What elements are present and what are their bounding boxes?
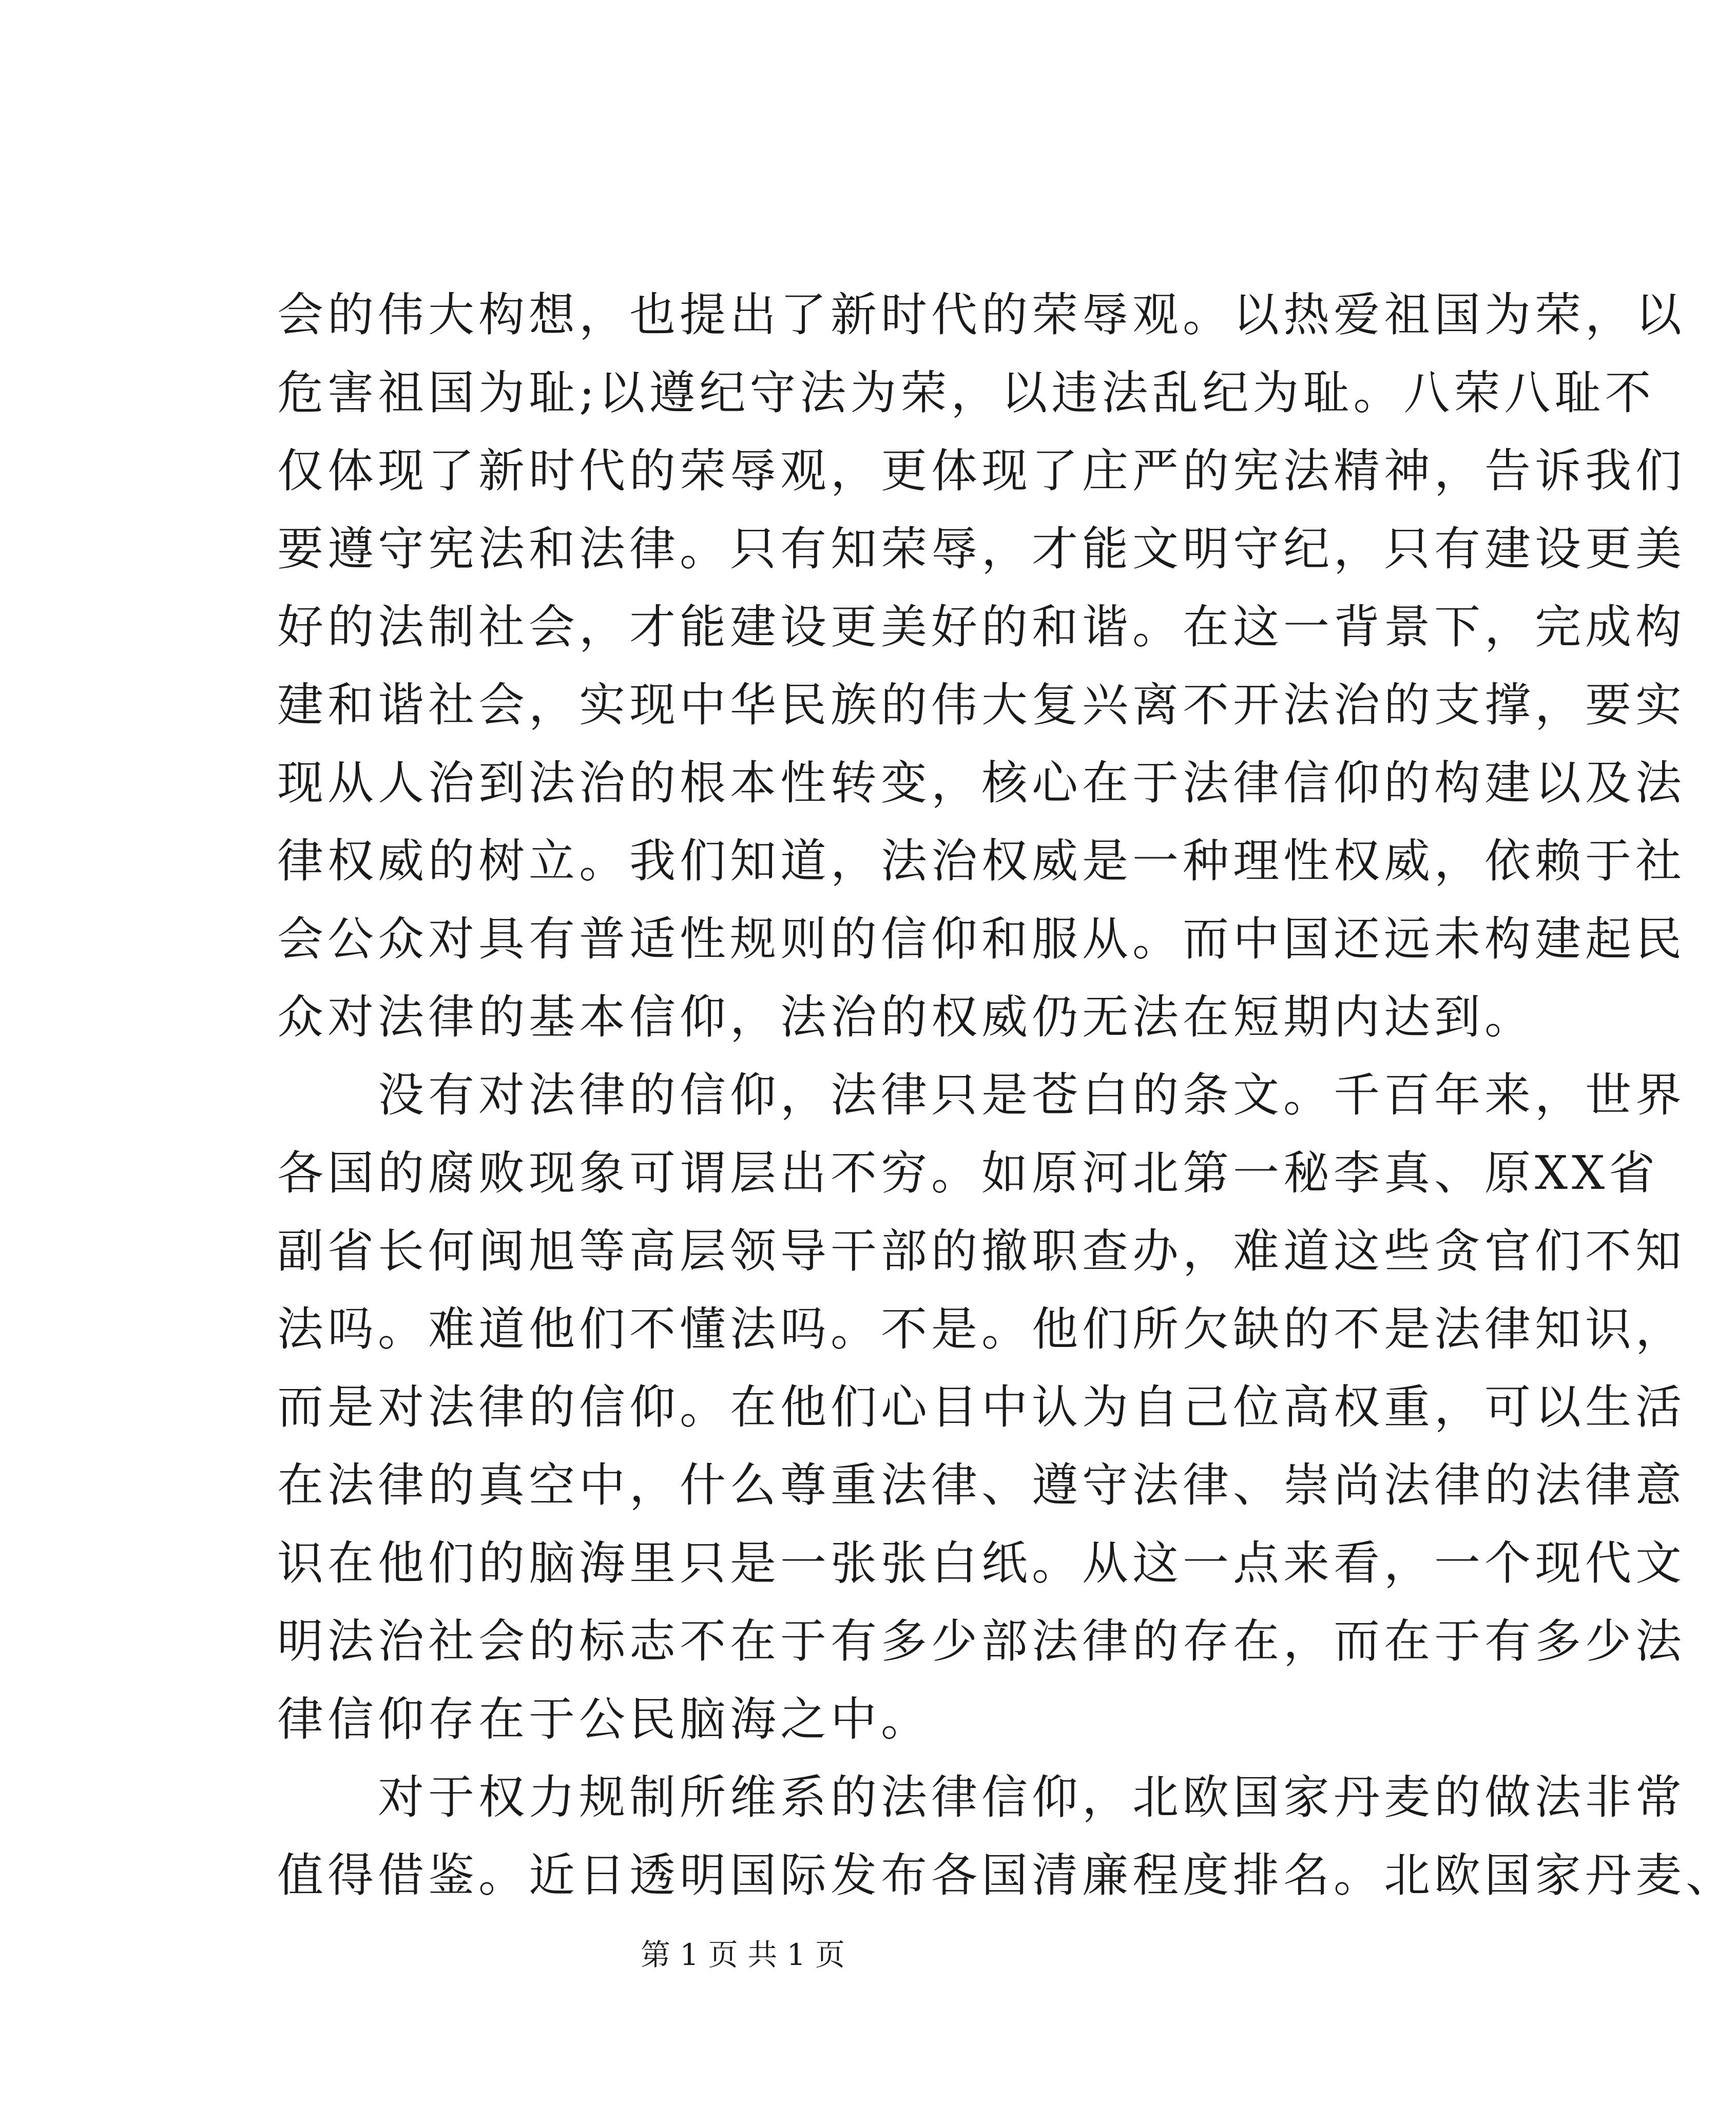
body-text	[277, 276, 1736, 1915]
text-line: 在法律的真空中，什么尊重法律、遵守法律、崇尚法律的法律意	[277, 1458, 1686, 1512]
text-line: 危害祖国为耻;以遵纪守法为荣，以违法乱纪为耻。八荣八耻不	[277, 366, 1655, 420]
text-line: 会的伟大构想，也提出了新时代的荣辱观。以热爱祖国为荣，以	[277, 288, 1686, 342]
text-line: 要遵守宪法和法律。只有知荣辱，才能文明守纪，只有建设更美	[277, 522, 1686, 576]
text-line: 各国的腐败现象可谓层出不穷。如原河北第一秘李真、原XX省	[277, 1146, 1660, 1200]
text-line: 识在他们的脑海里只是一张张白纸。从这一点来看，一个现代文	[277, 1536, 1686, 1590]
text-line: 仅体现了新时代的荣辱观，更体现了庄严的宪法精神，告诉我们	[277, 444, 1686, 498]
text-line: 而是对法律的信仰。在他们心目中认为自己位高权重，可以生活	[277, 1380, 1686, 1434]
text-line: 会公众对具有普适性规则的信仰和服从。而中国还远未构建起民	[277, 912, 1686, 966]
text-line: 副省长何闽旭等高层领导干部的撤职查办，难道这些贪官们不知	[277, 1224, 1686, 1278]
text-line: 值得借鉴。近日透明国际发布各国清廉程度排名。北欧国家丹麦、	[277, 1848, 1736, 1902]
page-number-footer: 第 1 页 共 1 页	[641, 1937, 845, 1972]
text-line: 现从人治到法治的根本性转变，核心在于法律信仰的构建以及法	[277, 756, 1686, 810]
text-line: 没有对法律的信仰，法律只是苍白的条文。千百年来，世界	[277, 1068, 1686, 1122]
text-line: 律权威的树立。我们知道，法治权威是一种理性权威，依赖于社	[277, 834, 1686, 888]
text-line: 建和谐社会，实现中华民族的伟大复兴离不开法治的支撑，要实	[277, 678, 1686, 732]
text-line: 好的法制社会，才能建设更美好的和谐。在这一背景下，完成构	[277, 600, 1686, 654]
text-line: 法吗。难道他们不懂法吗。不是。他们所欠缺的不是法律知识，	[277, 1302, 1686, 1356]
text-line: 律信仰存在于公民脑海之中。	[277, 1692, 931, 1746]
text-line: 明法治社会的标志不在于有多少部法律的存在，而在于有多少法	[277, 1614, 1686, 1668]
text-line: 众对法律的基本信仰，法治的权威仍无法在短期内达到。	[277, 990, 1535, 1044]
text-line: 对于权力规制所维系的法律信仰，北欧国家丹麦的做法非常	[277, 1770, 1686, 1824]
